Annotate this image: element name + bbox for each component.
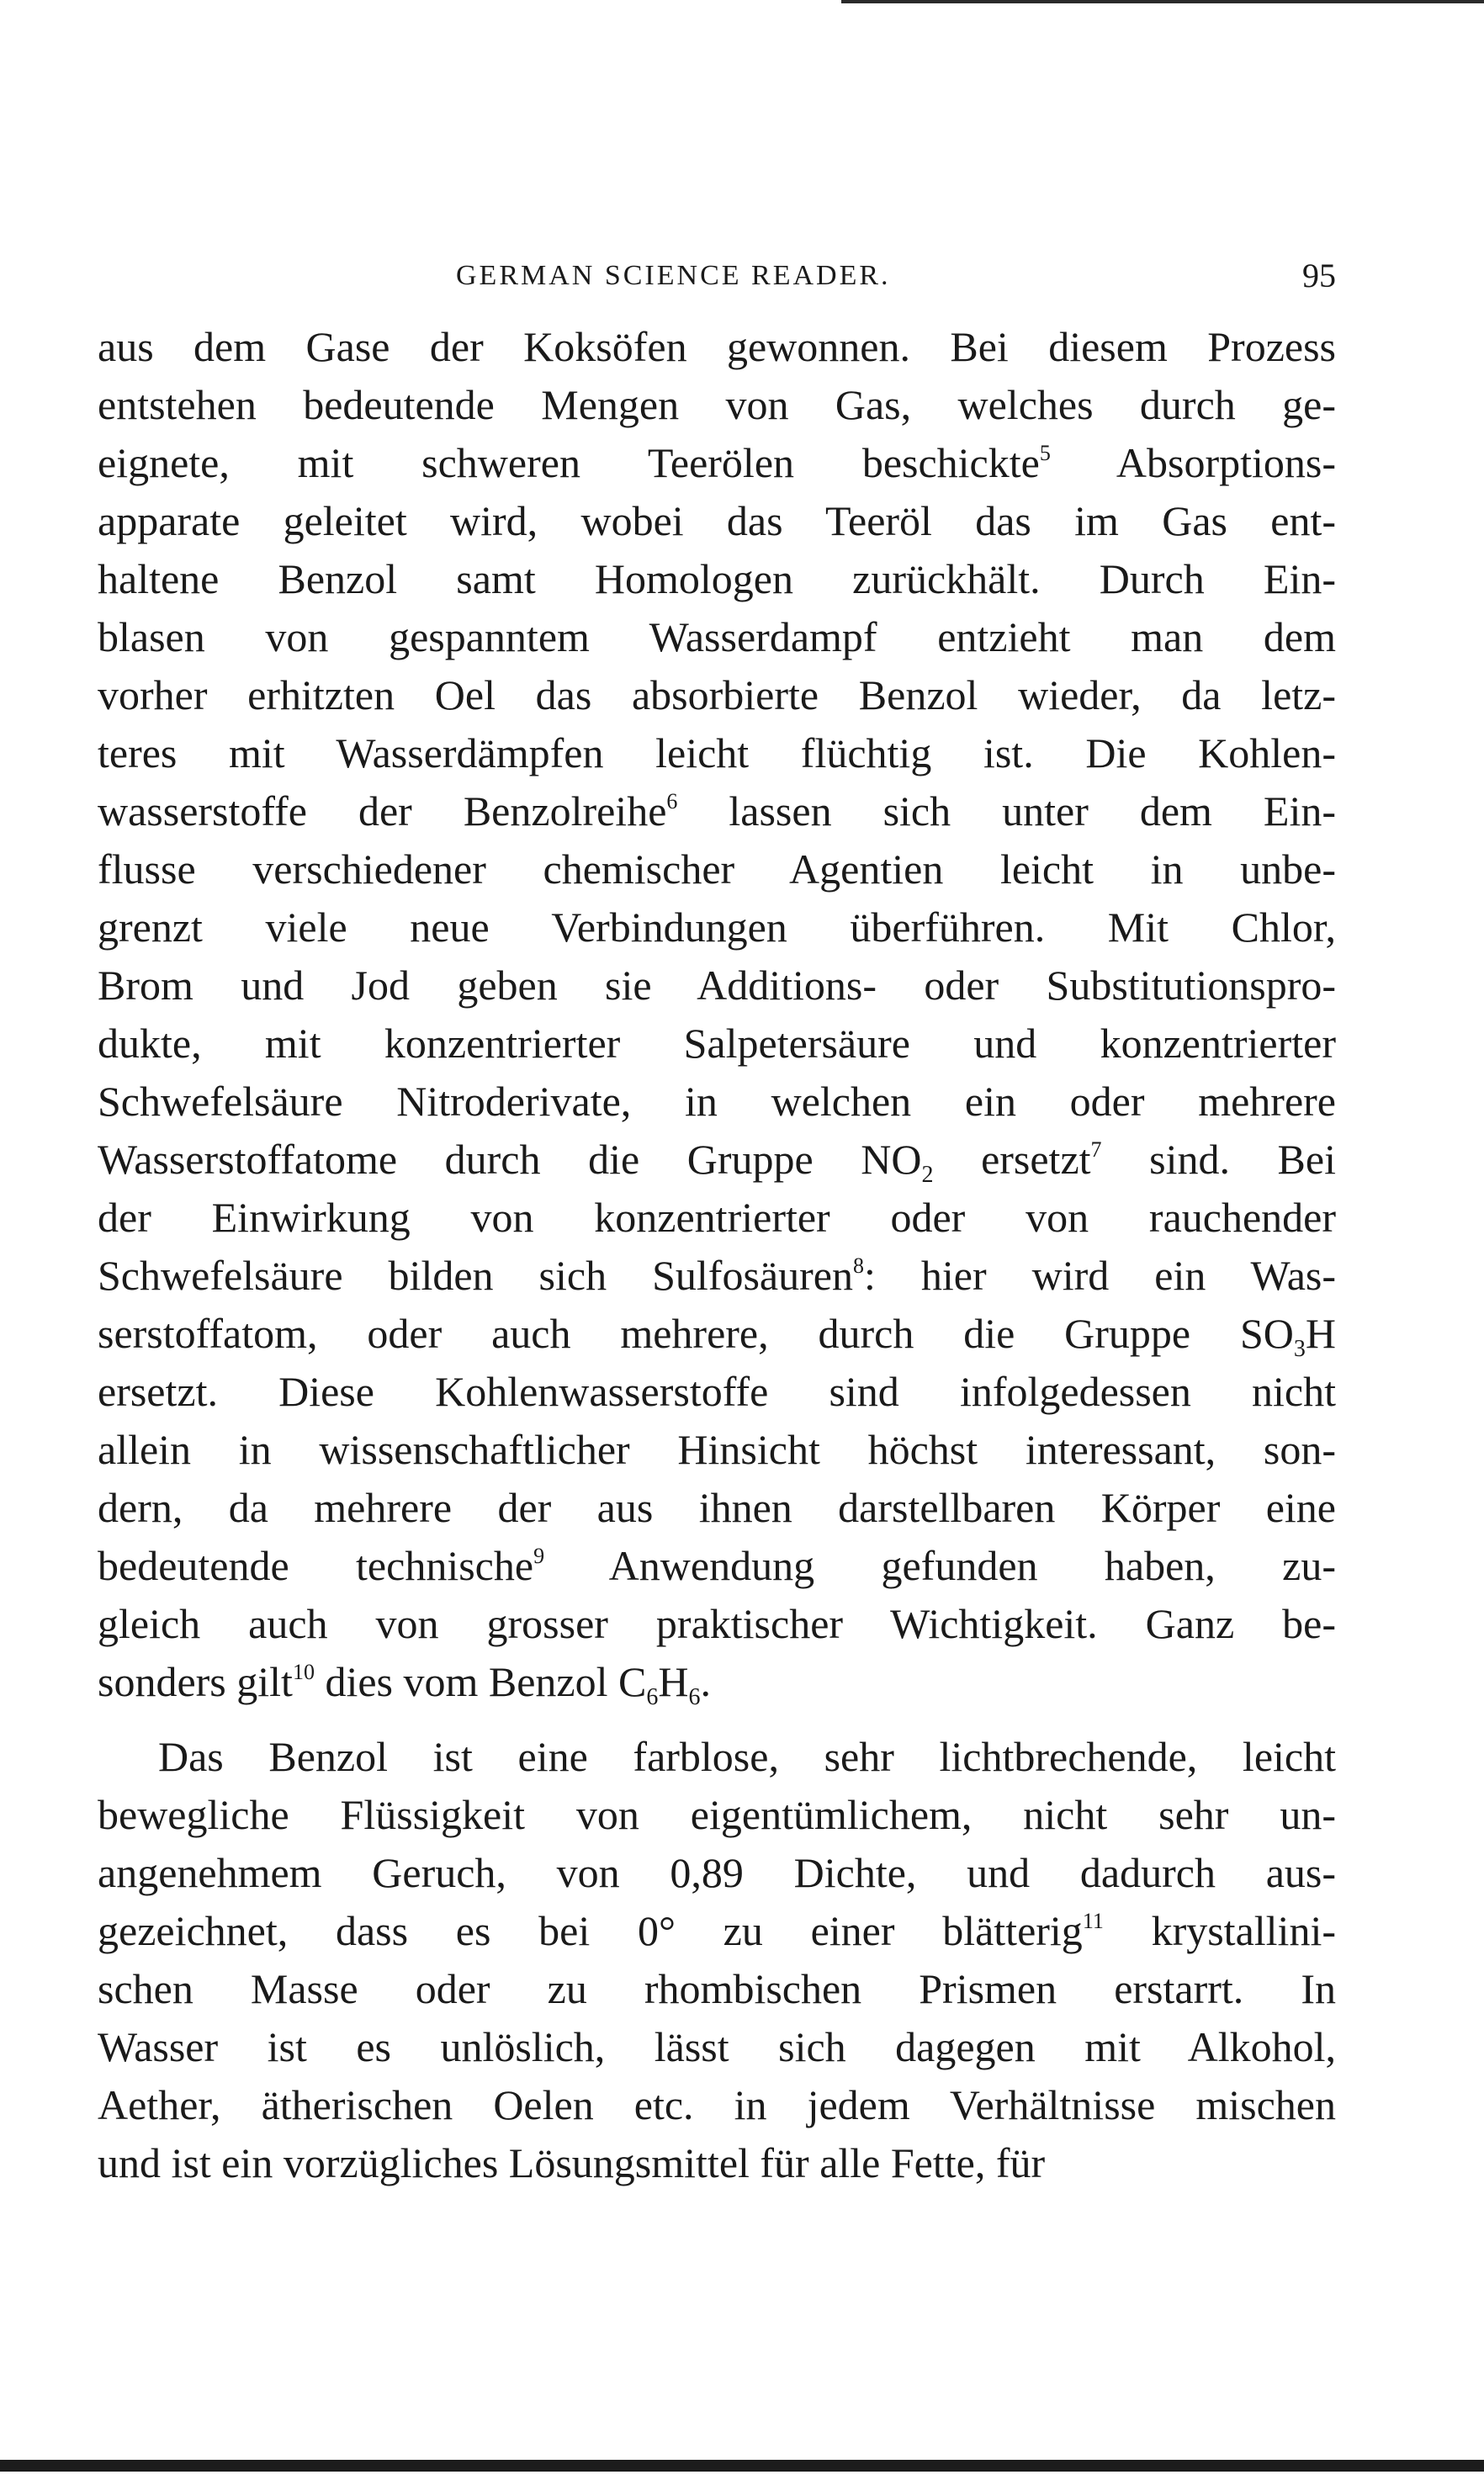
text-line — [98, 434, 1336, 492]
chemical-subscript: 6 — [646, 1684, 659, 1710]
text-segment: dern, da mehrere der aus ihnen darstellbaren Körper eine — [98, 1484, 1336, 1531]
text-segment: Wasser ist es unlöslich, lässt sich dagegen mit Alkohol, — [98, 2023, 1336, 2070]
running-title: GERMAN SCIENCE READER. — [456, 260, 891, 291]
text-segment: H — [1305, 1310, 1336, 1357]
chemical-subscript: 3 — [1293, 1336, 1306, 1362]
bottom-edge-rule — [0, 2460, 1484, 2472]
footnote-marker: 6 — [666, 789, 678, 813]
text-segment: bewegliche Flüssigkeit von eigentümlichem, nicht sehr un- — [98, 1791, 1336, 1838]
text-segment: dies vom Benzol C — [314, 1658, 647, 1705]
text-segment: aus dem Gase der Koksöfen gewonnen. Bei diesem Prozess — [98, 323, 1336, 370]
text-line — [98, 318, 1336, 376]
text-line — [98, 1421, 1336, 1479]
text-segment: Anwendung gefunden haben, zu- — [544, 1542, 1337, 1589]
text-segment: ersetzt — [933, 1136, 1091, 1183]
text-line — [98, 1073, 1336, 1131]
text-line — [98, 1902, 1336, 1960]
footnote-marker: 10 — [292, 1660, 315, 1684]
text-segment: schen Masse oder zu rhombischen Prismen erstarrt. In — [98, 1965, 1336, 2012]
text-line — [98, 550, 1336, 608]
chemical-subscript: 2 — [921, 1162, 934, 1188]
text-line — [98, 1595, 1336, 1653]
text-segment: sonders gilt — [98, 1658, 293, 1705]
text-line — [98, 782, 1336, 840]
text-line — [98, 1189, 1336, 1247]
text-segment: teres mit Wasserdämpfen leicht flüchtig ist. Die Kohlen- — [98, 729, 1336, 776]
paragraph — [98, 318, 1336, 1711]
text-line — [98, 1728, 1336, 1786]
text-segment: H — [658, 1658, 689, 1705]
text-line — [98, 1305, 1336, 1363]
text-line — [98, 1247, 1336, 1305]
text-line — [98, 2018, 1336, 2076]
text-segment: . — [700, 1658, 711, 1705]
text-segment: lassen sich unter dem Ein- — [677, 787, 1336, 835]
text-segment: der Einwirkung von konzentrierter oder von rauchender — [98, 1194, 1336, 1241]
text-line — [98, 1653, 1336, 1711]
text-segment: Aether, ätherischen Oelen etc. in jedem Verhältnisse mischen — [98, 2081, 1336, 2128]
text-line — [98, 1131, 1336, 1189]
paragraph — [98, 1728, 1336, 2192]
text-line — [98, 1844, 1336, 1902]
text-segment: bedeutende technische — [98, 1542, 534, 1589]
text-line — [98, 2076, 1336, 2134]
text-segment: Schwefelsäure Nitroderivate, in welchen ein oder mehrere — [98, 1078, 1336, 1125]
text-segment: grenzt viele neue Verbindungen überführen. Mit Chlor, — [98, 904, 1336, 951]
text-segment: Brom und Jod geben sie Additions- oder Substitutionspro- — [98, 962, 1336, 1009]
text-segment: serstoffatom, oder auch mehrere, durch die Gruppe SO — [98, 1310, 1294, 1357]
text-line — [98, 956, 1336, 1015]
text-line — [98, 492, 1336, 550]
text-segment: wasserstoffe der Benzolreihe — [98, 787, 667, 835]
text-segment: : hier wird ein Was- — [863, 1252, 1337, 1299]
footnote-marker: 5 — [1039, 441, 1051, 465]
text-segment: allein in wissenschaftlicher Hinsicht höchst interessant, son- — [98, 1426, 1336, 1473]
text-line — [98, 1960, 1336, 2018]
text-line — [98, 1015, 1336, 1073]
text-line — [98, 1363, 1336, 1421]
text-line — [98, 666, 1336, 724]
page-header — [98, 251, 1336, 301]
text-segment: gleich auch von grosser praktischer Wichtigkeit. Ganz be- — [98, 1600, 1336, 1647]
text-line — [98, 1537, 1336, 1595]
text-line — [98, 2134, 1336, 2192]
text-line — [98, 608, 1336, 666]
page-number: 95 — [1302, 257, 1336, 294]
text-segment: haltene Benzol samt Homologen zurückhält. Durch Ein- — [98, 555, 1336, 602]
chemical-subscript: 6 — [688, 1684, 701, 1710]
text-segment: Wasserstoffatome durch die Gruppe NO — [98, 1136, 922, 1183]
text-line — [98, 898, 1336, 956]
body-text — [98, 318, 1336, 2192]
text-segment: vorher erhitzten Oel das absorbierte Benzol wieder, da letz- — [98, 671, 1336, 718]
text-line — [98, 840, 1336, 898]
text-segment: sind. Bei — [1101, 1136, 1336, 1183]
text-segment: flusse verschiedener chemischer Agentien leicht in unbe- — [98, 845, 1336, 893]
text-segment: gezeichnet, dass es bei 0° zu einer blätterig — [98, 1907, 1083, 1954]
text-segment: ersetzt. Diese Kohlenwasserstoffe sind infolgedessen nicht — [98, 1368, 1336, 1415]
text-segment: Absorptions- — [1050, 439, 1336, 486]
text-segment: dukte, mit konzentrierter Salpetersäure und konzentrierter — [98, 1020, 1336, 1067]
text-segment: entstehen bedeutende Mengen von Gas, welches durch ge- — [98, 381, 1336, 428]
footnote-marker: 11 — [1082, 1909, 1104, 1933]
text-line — [98, 1479, 1336, 1537]
text-segment: krystallini- — [1103, 1907, 1336, 1954]
top-edge-rule — [841, 0, 1484, 3]
text-line — [98, 376, 1336, 434]
footnote-marker: 7 — [1090, 1137, 1102, 1162]
text-segment: Schwefelsäure bilden sich Sulfosäuren — [98, 1252, 853, 1299]
paragraph-gap — [98, 1711, 1336, 1728]
footnote-marker: 9 — [533, 1544, 545, 1568]
text-segment: eignete, mit schweren Teerölen beschickte — [98, 439, 1040, 486]
text-segment: Das Benzol ist eine farblose, sehr lichtbrechende, leicht — [158, 1733, 1336, 1780]
text-segment: blasen von gespanntem Wasserdampf entzieht man dem — [98, 613, 1336, 660]
footnote-marker: 8 — [852, 1253, 864, 1278]
text-segment: angenehmem Geruch, von 0,89 Dichte, und dadurch aus- — [98, 1849, 1336, 1896]
text-segment: apparate geleitet wird, wobei das Teeröl das im Gas ent- — [98, 497, 1336, 544]
text-segment: und ist ein vorzügliches Lösungsmittel für alle Fette, für — [98, 2139, 1046, 2186]
text-line — [98, 1786, 1336, 1844]
text-line — [98, 724, 1336, 782]
